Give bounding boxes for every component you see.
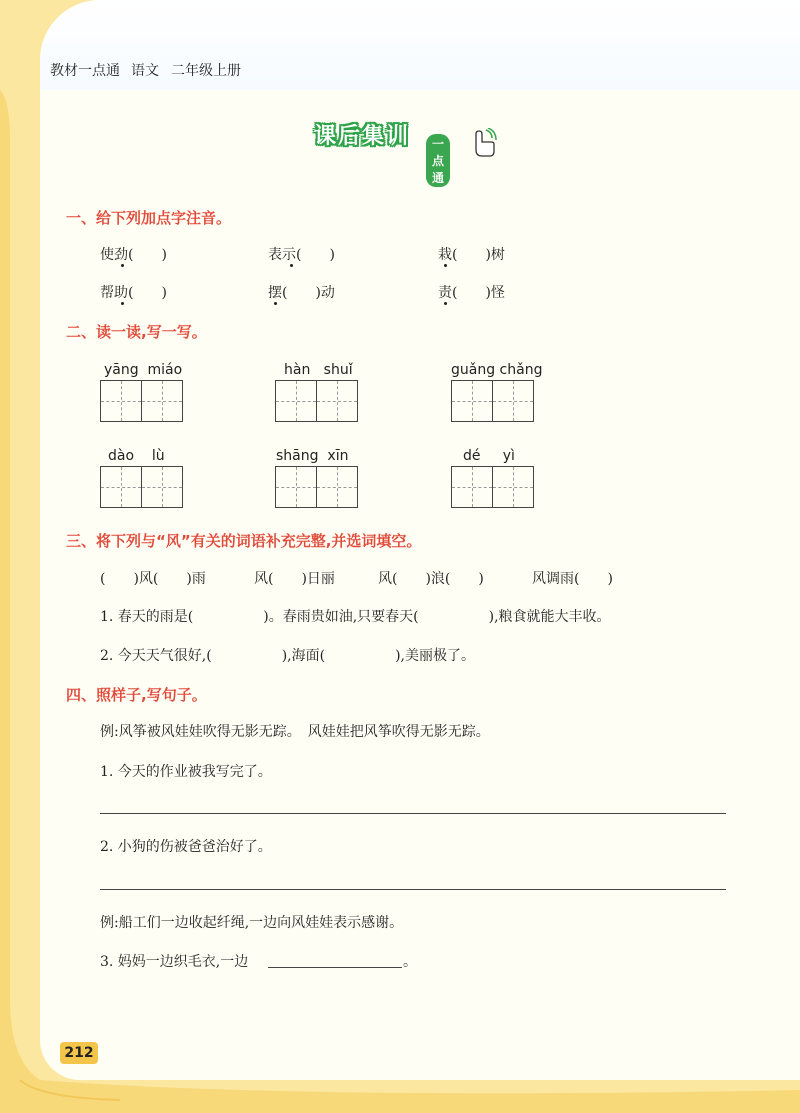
banner-subtitle: 一点通 [426, 134, 450, 187]
page-number: 212 [60, 1042, 98, 1064]
s1-item-4: 帮助( ) [100, 285, 167, 301]
s3-question-1: 1. 春天的雨是( )。春雨贵如油,只要春天( ),粮食就能大丰收。 [100, 609, 611, 625]
emphasis-dot [290, 264, 293, 267]
writing-grid[interactable] [275, 466, 359, 508]
writing-grid[interactable] [100, 466, 184, 508]
s4-question-3-end: 。 [403, 954, 417, 970]
header-book: 教材一点通 [50, 63, 120, 79]
pointing-hand-icon [468, 128, 498, 160]
section-1-title: 一、给下列加点字注音。 [66, 209, 232, 227]
s1-item-3: 栽( )树 [438, 247, 505, 263]
section-4-title: 四、照样子,写句子。 [66, 686, 207, 704]
section-2-title: 二、读一读,写一写。 [66, 323, 207, 341]
s3-word-2: 风( )日丽 [254, 571, 335, 587]
answer-line[interactable] [100, 813, 726, 814]
s1-item-2: 表示( ) [268, 247, 335, 263]
s4-question-2: 2. 小狗的伤被爸爸治好了。 [100, 839, 272, 855]
emphasis-dot [121, 264, 124, 267]
pinyin-6: dé yì [463, 448, 515, 464]
section-3-title: 三、将下列与“风”有关的词语补充完整,并选词填空。 [66, 532, 422, 550]
writing-grid[interactable] [275, 380, 359, 422]
s4-question-1: 1. 今天的作业被我写完了。 [100, 764, 272, 780]
header-grade: 二年级上册 [171, 63, 241, 79]
s3-word-3: 风( )浪( ) [378, 571, 484, 587]
pinyin-1: yāng miáo [104, 362, 183, 378]
s4-example-2: 例:船工们一边收起纤绳,一边向风娃娃表示感谢。 [100, 915, 404, 931]
banner-title: 课后集训 [313, 124, 410, 149]
pinyin-5: shāng xīn [276, 448, 349, 464]
s1-item-1: 使劲( ) [100, 247, 167, 263]
answer-line[interactable] [100, 889, 726, 890]
s3-word-4: 风调雨( ) [532, 571, 613, 587]
emphasis-dot [121, 302, 124, 305]
answer-line[interactable] [268, 967, 402, 968]
header-subject: 语文 [131, 63, 159, 79]
pinyin-3: guǎng chǎng [451, 362, 543, 378]
pinyin-2: hàn shuǐ [284, 362, 353, 378]
writing-grid[interactable] [451, 466, 535, 508]
s4-example-1: 例:风筝被风娃娃吹得无影无踪。 风娃娃把风筝吹得无影无踪。 [100, 724, 490, 740]
s1-item-5: 摆( )动 [268, 285, 335, 301]
s4-question-3: 3. 妈妈一边织毛衣,一边 [100, 954, 249, 970]
writing-grid[interactable] [451, 380, 535, 422]
s3-word-1: ( )风( )雨 [100, 571, 206, 587]
emphasis-dot [444, 302, 447, 305]
emphasis-dot [444, 264, 447, 267]
writing-grid[interactable] [100, 380, 184, 422]
emphasis-dot [274, 302, 277, 305]
s3-question-2: 2. 今天天气很好,( ),海面( ),美丽极了。 [100, 648, 476, 664]
s1-item-6: 责( )怪 [438, 285, 505, 301]
pinyin-4: dào lù [108, 448, 165, 464]
